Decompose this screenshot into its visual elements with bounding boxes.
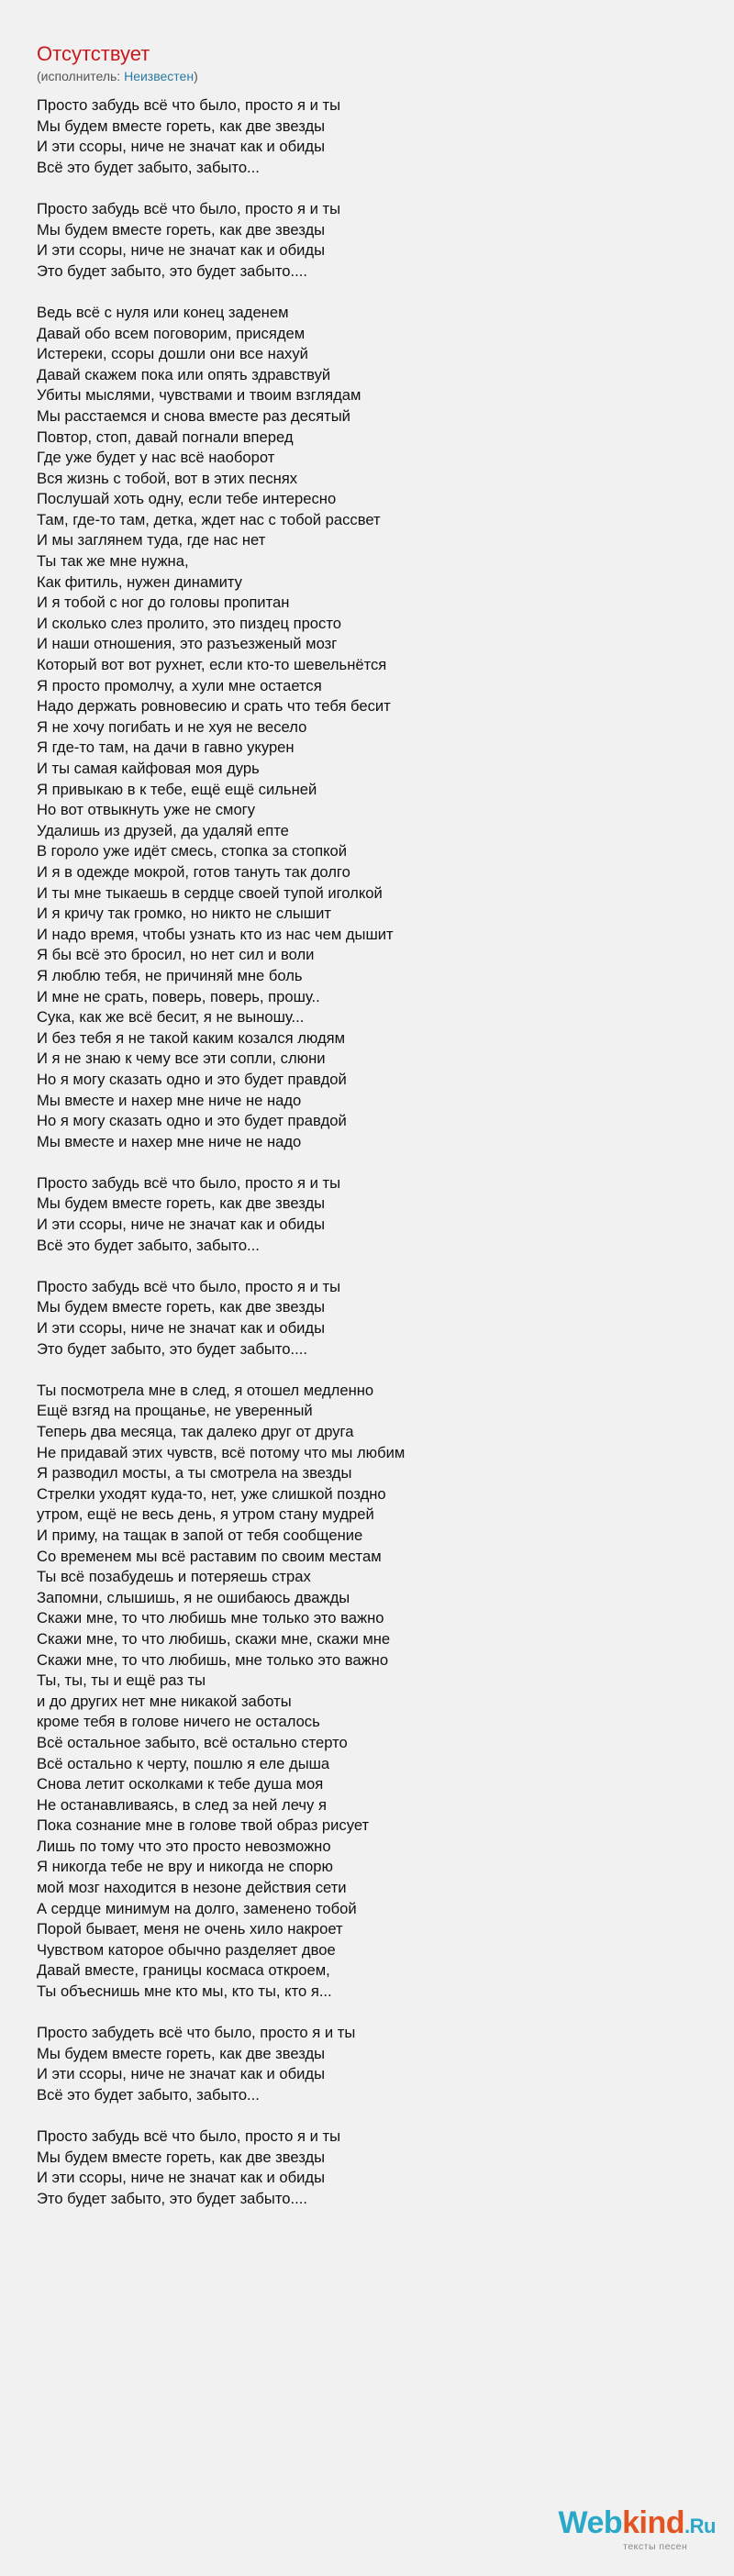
lyric-line: Я бы всё это бросил, но нет сил и воли [37,946,315,964]
lyrics-stanza [37,2023,697,2105]
artist-prefix: (исполнитель: [37,69,125,83]
lyric-line: А сердце минимум на долго, заменено тобой [37,1899,357,1917]
lyric-line: Там, где-то там, детка, ждет нас с тобой рассвет [37,510,381,528]
lyric-line: Как фитиль, нужен динамиту [37,572,242,591]
lyric-line: Просто забудеть всё что было, просто я и ты [37,2024,356,2042]
logo-part-kind: kind [622,2505,685,2540]
lyric-line: Пока сознание мне в голове твой образ рисует [37,1816,370,1835]
lyric-line: Всё остальное забыто, всё остально стерто [37,1733,348,1751]
lyric-line: Лишь по тому что это просто невозможно [37,1837,331,1855]
lyric-line: Скажи мне, то что любишь, скажи мне, скажи мне [37,1629,391,1648]
artist-line [37,68,198,84]
artist-suffix: ) [194,69,198,83]
lyric-line: Надо держать ровновесию и срать что тебя бесит [37,697,391,716]
lyric-line: Давай обо всем поговорим, присядем [37,324,306,342]
lyric-line: Всё это будет забыто, забыто... [37,2086,260,2104]
lyrics-stanza [37,2126,697,2209]
lyric-line: Ты объеснишь мне кто мы, кто ты, кто я... [37,1982,332,2001]
lyric-line: Скажи мне, то что любишь мне только это важно [37,1609,384,1627]
lyric-line: Но я могу сказать одно и это будет правдой [37,1112,347,1130]
lyric-line: Вся жизнь с тобой, вот в этих песнях [37,469,298,487]
lyric-line: Давай вместе, границы космаса откроем, [37,1961,330,1980]
lyric-line: и до других нет мне никакой заботы [37,1692,292,1710]
lyric-line: Мы будем вместе гореть, как две звезды [37,117,326,135]
lyric-line: Который вот вот рухнет, если кто-то шевельнётся [37,656,387,674]
lyric-line: Просто забудь всё что было, просто я и ты [37,1173,340,1192]
lyric-line: И эти ссоры, ниче не значат как и обиды [37,1319,325,1338]
lyric-line: Удалишь из друзей, да удаляй епте [37,821,289,839]
lyric-line: И я тобой с ног до головы пропитан [37,594,290,612]
lyric-line: Но вот отвыкнуть уже не смогу [37,801,256,819]
lyric-line: Я никогда тебе не вру и никогда не спорю [37,1858,333,1876]
lyrics-body [37,95,697,2230]
lyric-line: Но я могу сказать одно и это будет правдой [37,1070,347,1088]
lyric-line: И наши отношения, это разъезженый мозг [37,635,338,653]
lyric-line: Я разводил мосты, а ты смотрела на звезды [37,1464,352,1482]
webkind-logo[interactable] [558,2507,716,2552]
lyric-line: Мы будем вместе гореть, как две звезды [37,1298,326,1316]
lyric-line: Снова летит осколками к тебе душа моя [37,1775,324,1793]
lyric-line: Запомни, слышишь, я не ошибаюсь дважды [37,1588,350,1606]
lyric-line: Я не хочу погибать и не хуя не весело [37,717,307,736]
lyrics-stanza [37,1173,697,1256]
lyrics-stanza [37,303,697,1152]
lyrics-stanza [37,1277,697,1360]
lyric-line: Послушай хоть одну, если тебе интересно [37,490,337,508]
lyric-line: Где уже будет у нас всё наоборот [37,449,275,467]
lyric-line: И эти ссоры, ниче не значат как и обиды [37,2169,325,2187]
lyric-line: И ты мне тыкаешь в сердце своей тупой иголкой [37,883,383,902]
lyric-line: В гороло уже идёт смесь, стопка за стопкой [37,842,348,861]
lyric-line: И мне не срать, поверь, поверь, прошу.. [37,987,320,1005]
lyric-line: Мы будем вместе гореть, как две звезды [37,2148,326,2166]
lyric-line: утром, ещё не весь день, я утром стану мудрей [37,1505,374,1524]
logo-part-web: Web [558,2505,623,2540]
lyric-line: Ты посмотрела мне в след, я отошел медленно [37,1381,374,1399]
lyric-line: Ведь всё с нуля или конец заденем [37,303,289,321]
lyric-line: Скажи мне, то что любишь, мне только это важно [37,1650,389,1669]
lyric-line: Я привыкаю в к тебе, ещё ещё сильней [37,780,317,798]
lyric-line: Всё это будет забыто, забыто... [37,1236,260,1254]
lyric-line: Ещё взгяд на прощанье, не уверенный [37,1402,313,1420]
lyrics-stanza [37,95,697,178]
lyric-line: Не придавай этих чувств, всё потому что мы любим [37,1443,406,1461]
lyric-line: Сука, как же всё бесит, я не выношу... [37,1008,305,1027]
lyric-line: И я не знаю к чему все эти сопли, слюни [37,1049,326,1068]
lyric-line: И без тебя я не такой каким козался людям [37,1028,346,1047]
logo-part-ru: .Ru [684,2515,716,2537]
lyric-line: Не останавливаясь, в след за ней лечу я [37,1795,327,1814]
lyric-line: Я люблю тебя, не причиняй мне боль [37,966,303,984]
lyric-line: Ты всё позабудешь и потеряешь страх [37,1568,311,1586]
lyric-line: И эти ссоры, ниче не значат как и обиды [37,1216,325,1234]
lyrics-stanza [37,1381,697,2003]
lyric-line: Просто забудь всё что было, просто я и ты [37,2127,340,2146]
lyric-line: Истереки, ссоры дошли они все нахуй [37,345,308,363]
lyric-line: Просто забудь всё что было, просто я и ты [37,1277,340,1295]
logo-subtitle: тексты песен [623,2541,688,2552]
lyric-line: Порой бывает, меня не очень хило накроет [37,1920,343,1938]
lyrics-stanza [37,199,697,282]
song-title: Отсутствует [37,42,150,65]
lyric-line: Теперь два месяца, так далеко друг от друга [37,1423,354,1440]
webkind-logo-text [558,2507,716,2542]
lyric-line: И мы заглянем туда, где нас нет [37,531,266,550]
lyric-line: И ты самая кайфовая моя дурь [37,760,260,777]
lyric-line: И сколько слез пролито, это пиздец просто [37,614,341,632]
lyric-line: Всё остально к черту, пошлю я еле дыша [37,1754,330,1772]
artist-link[interactable]: Неизвестен [124,69,195,83]
lyric-line: Я где-то там, на дачи в гавно укурен [37,738,295,757]
lyric-line: Стрелки уходят куда-то, нет, уже слишкой поздно [37,1484,386,1503]
lyric-line: Это будет забыто, это будет забыто.... [37,1339,307,1358]
lyric-line: Ты так же мне нужна, [37,552,189,571]
lyric-line: Мы вместе и нахер мне ниче не надо [37,1132,302,1150]
song-header [37,42,198,84]
lyric-line: Со временем мы всё раставим по своим местам [37,1547,382,1565]
lyric-line: Просто забудь всё что было, просто я и ты [37,199,340,217]
lyric-line: Всё это будет забыто, забыто... [37,158,260,176]
lyric-line: Это будет забыто, это будет забыто.... [37,261,307,280]
lyric-line: Повтор, стоп, давай погнали вперед [37,427,294,446]
lyric-line: Просто забудь всё что было, просто я и ты [37,96,340,114]
lyric-line: И эти ссоры, ниче не значат как и обиды [37,138,325,156]
lyric-line: И приму, на тащак в запой от тебя сообщение [37,1526,363,1544]
lyric-line: И я в одежде мокрой, готов тануть так долго [37,862,350,881]
lyric-line: Чувством каторое обычно разделяет двое [37,1940,336,1959]
lyric-line: Ты, ты, ты и ещё раз ты [37,1671,206,1690]
lyric-line: Мы будем вместе гореть, как две звезды [37,220,326,239]
lyric-line: Убиты мыслями, чувствами и твоим взглядам [37,386,361,405]
lyric-line: Мы расстаемся и снова вместе раз десятый [37,406,350,425]
lyric-line: Давай скажем пока или опять здравствуй [37,365,331,383]
lyric-line: мой мозг находится в незоне действия сети [37,1879,347,1897]
lyric-line: Мы вместе и нахер мне ниче не надо [37,1091,302,1109]
lyric-line: кроме тебя в голове ничего не осталось [37,1713,320,1731]
lyric-line: Мы будем вместе гореть, как две звезды [37,2044,326,2062]
lyric-line: Это будет забыто, это будет забыто.... [37,2189,307,2207]
lyric-line: Мы будем вместе гореть, как две звезды [37,1194,326,1213]
lyric-line: И надо время, чтобы узнать кто из нас чем дышит [37,925,394,943]
lyric-line: И эти ссоры, ниче не значат как и обиды [37,241,325,260]
lyric-line: Я просто промолчу, а хули мне остается [37,676,322,694]
lyric-line: И я кричу так громко, но никто не слышит [37,905,331,923]
lyric-line: И эти ссоры, ниче не значат как и обиды [37,2065,325,2083]
